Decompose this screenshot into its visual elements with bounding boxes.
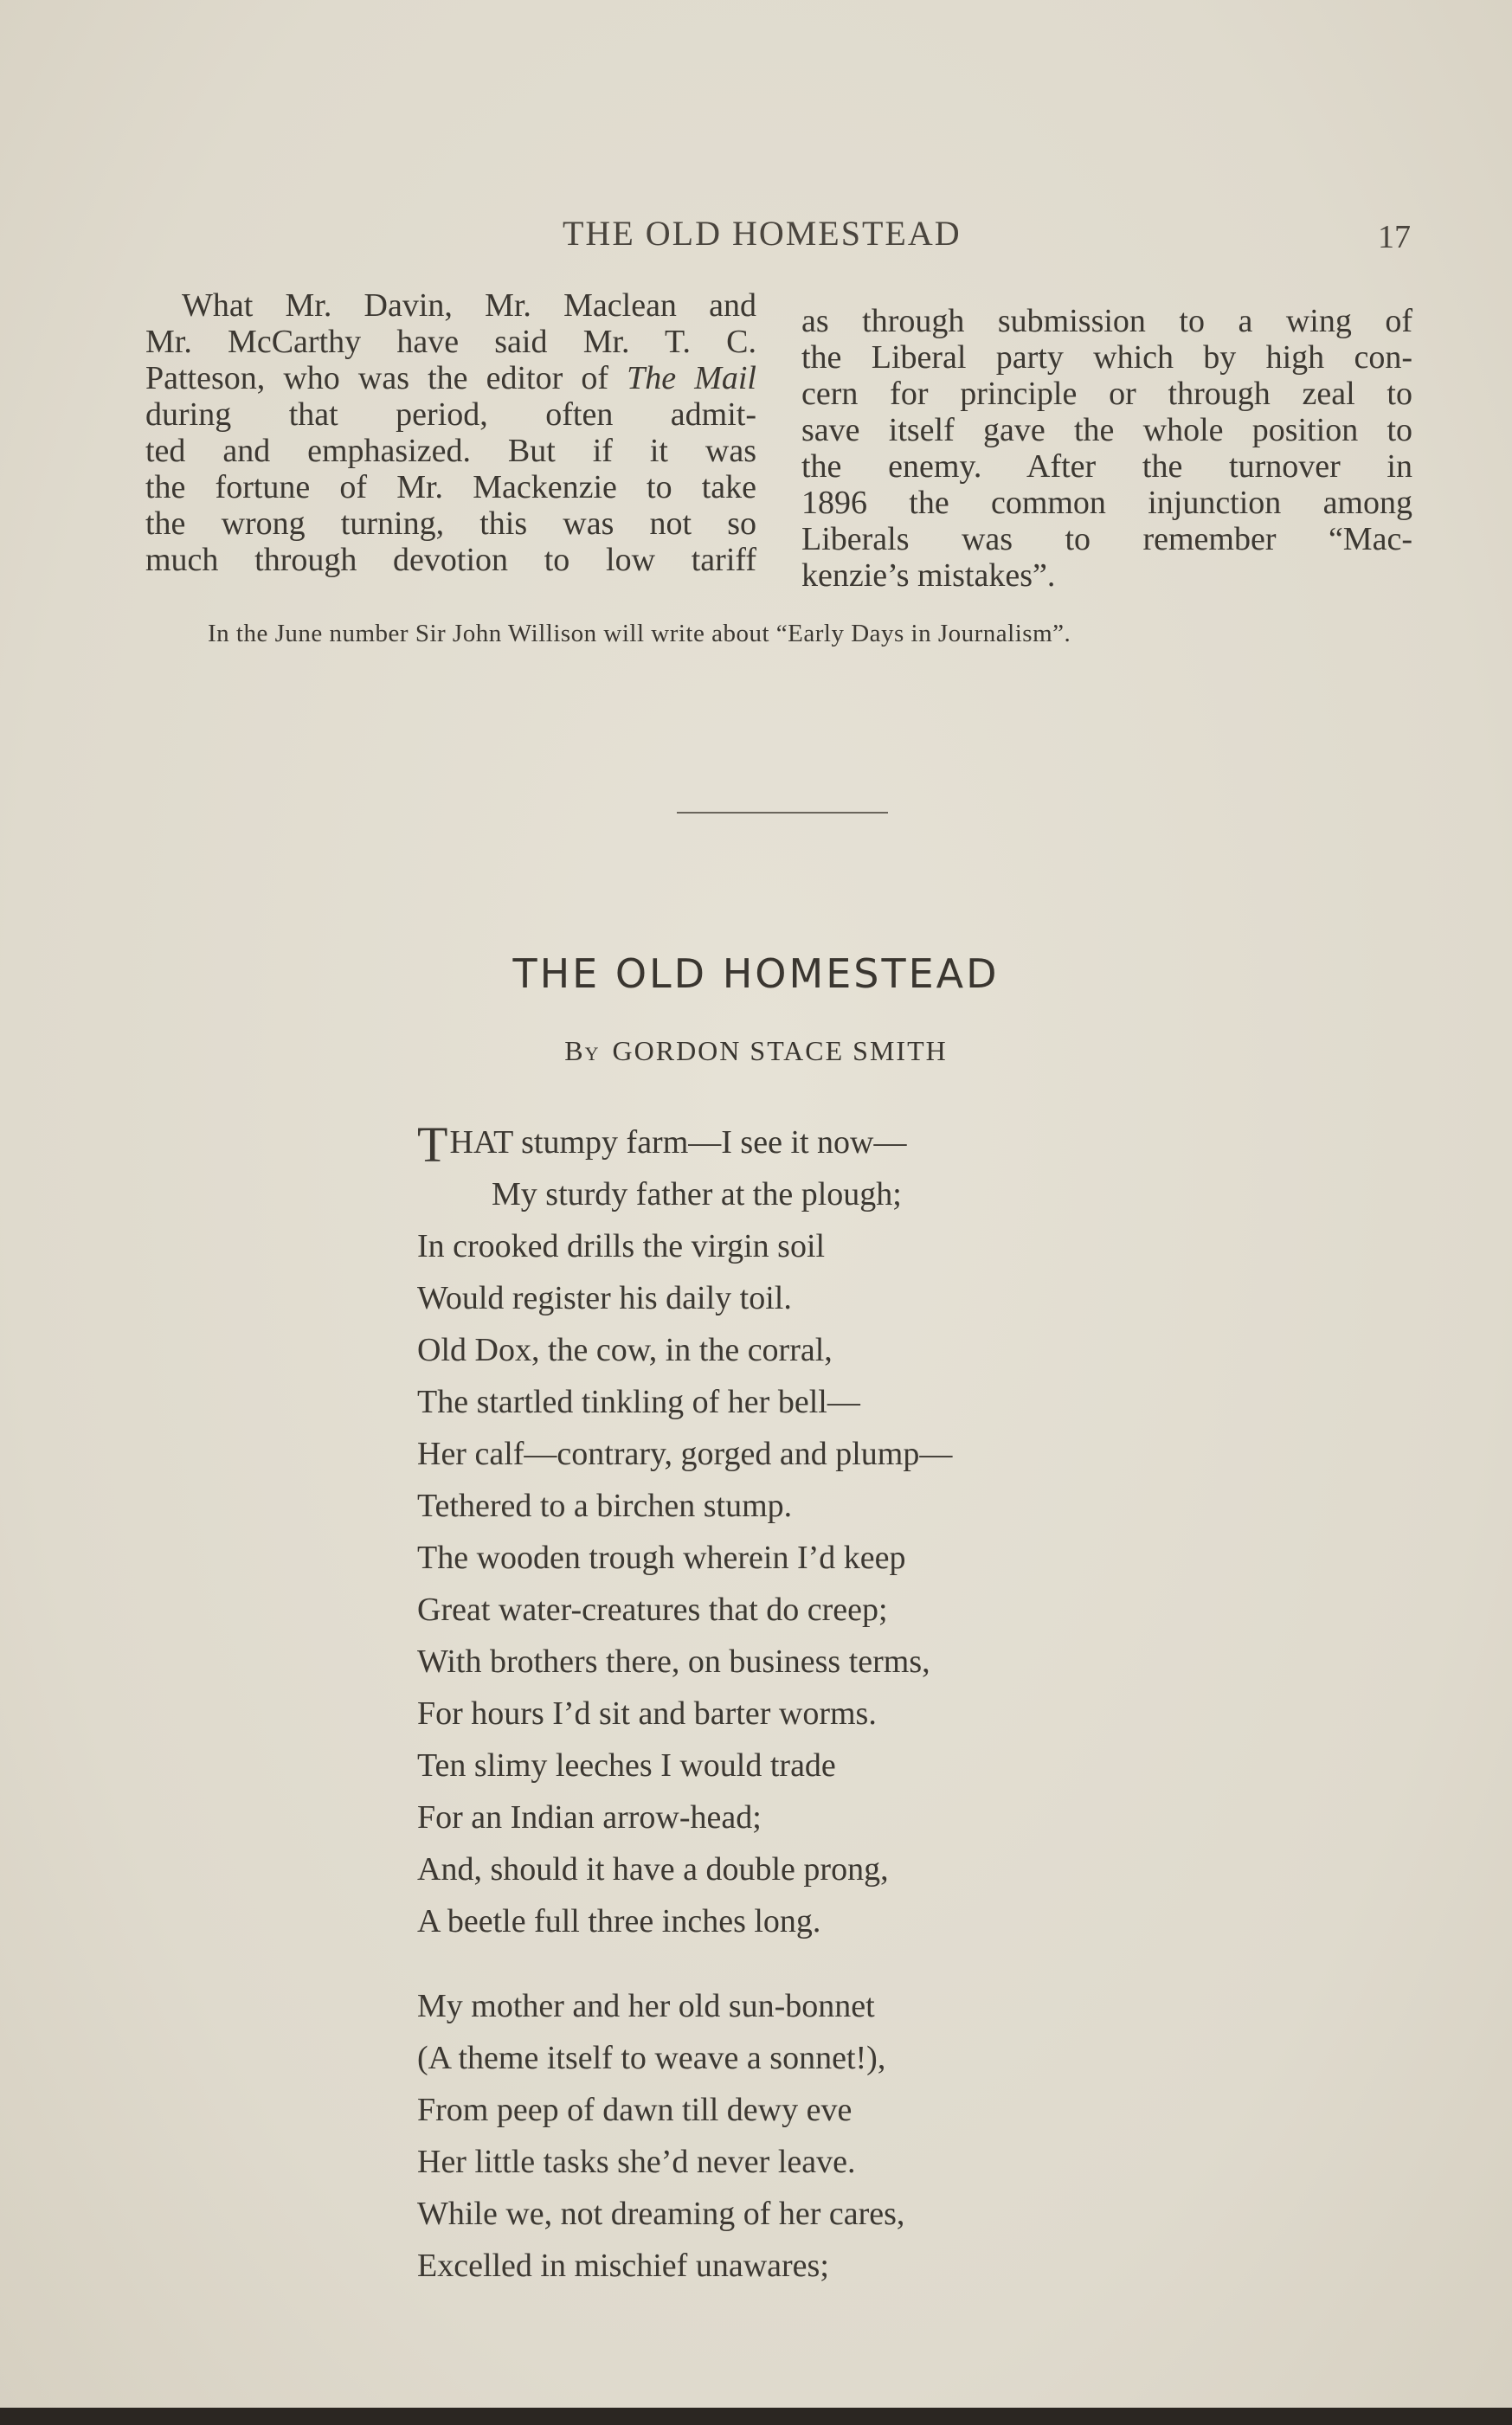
poem-line: The wooden trough wherein I’d keep xyxy=(417,1540,906,1576)
poem-line: My sturdy father at the plough; xyxy=(492,1176,902,1212)
column-line: kenzie’s mistakes”. xyxy=(801,557,1056,594)
poem-line: From peep of dawn till dewy eve xyxy=(417,2092,853,2128)
column-line: 1896 the common injunction among xyxy=(801,485,1412,521)
running-head xyxy=(0,213,1512,265)
stanza-break xyxy=(417,1947,1196,1980)
column-line: Liberals was to remember “Mac- xyxy=(801,521,1412,557)
poem-line: Would register his daily toil. xyxy=(417,1280,792,1316)
poem-line: Ten slimy leeches I would trade xyxy=(417,1747,836,1784)
publication-name: The Mail xyxy=(627,360,756,396)
poem-author: GORDON STACE SMITH xyxy=(612,1035,948,1066)
byline-prefix: By xyxy=(564,1035,601,1066)
column-line: during that period, often admit- xyxy=(145,396,756,433)
poem-line: While we, not dreaming of her cares, xyxy=(417,2196,905,2232)
poem-line: (A theme itself to weave a sonnet!), xyxy=(417,2040,886,2076)
column-line: Patteson, who was the editor of The Mail xyxy=(145,360,756,396)
column-line: much through devotion to low tariff xyxy=(145,542,756,578)
next-issue-note: In the June number Sir John Willison will write about “Early Days in Journalism”. xyxy=(208,620,1071,647)
column-line: as through submission to a wing of xyxy=(801,303,1412,339)
column-line: cern for principle or through zeal to xyxy=(801,376,1412,412)
poem-line: And, should it have a double prong, xyxy=(417,1851,889,1888)
poem-line: Her calf—contrary, gorged and plump— xyxy=(417,1436,953,1472)
poem-line: Old Dox, the cow, in the corral, xyxy=(417,1332,833,1368)
poem-line: With brothers there, on business terms, xyxy=(417,1643,930,1680)
article-end-columns xyxy=(145,287,1412,599)
poem-byline xyxy=(0,1035,1512,1067)
column-line: the enemy. After the turnover in xyxy=(801,448,1412,485)
column-line: What Mr. Davin, Mr. Maclean and xyxy=(182,287,756,324)
column-line: ted and emphasized. But if it was xyxy=(145,433,756,469)
column-line: the Liberal party which by high con- xyxy=(801,339,1412,376)
column-line: Mr. McCarthy have said Mr. T. C. xyxy=(145,324,756,360)
poem-line: The startled tinkling of her bell— xyxy=(417,1384,860,1420)
section-divider xyxy=(677,812,888,814)
poem-title: THE OLD HOMESTEAD xyxy=(512,950,1000,997)
right-column xyxy=(801,303,1412,594)
page-bottom-edge xyxy=(0,2408,1512,2425)
poem-line: Tethered to a birchen stump. xyxy=(417,1488,793,1524)
poem-body xyxy=(417,1116,1196,2292)
running-title: THE OLD HOMESTEAD xyxy=(563,214,962,253)
poem-line: Great water-creatures that do creep; xyxy=(417,1592,888,1628)
page-number: 17 xyxy=(1378,219,1411,255)
poem-line: Her little tasks she’d never leave. xyxy=(417,2144,856,2180)
poem-line: My mother and her old sun-bonnet xyxy=(417,1988,875,2024)
column-line: save itself gave the whole position to xyxy=(801,412,1412,448)
drop-cap: T xyxy=(417,1116,448,1173)
left-column xyxy=(145,287,756,578)
column-line: the wrong turning, this was not so xyxy=(145,505,756,542)
poem-line: In crooked drills the virgin soil xyxy=(417,1228,826,1264)
poem-line: Excelled in mischief unawares; xyxy=(417,2248,829,2284)
column-line: the fortune of Mr. Mackenzie to take xyxy=(145,469,756,505)
poem-line: A beetle full three inches long. xyxy=(417,1903,821,1939)
poem-line: For an Indian arrow-head; xyxy=(417,1799,762,1836)
poem-line: THAT stumpy farm—I see it now— xyxy=(417,1116,907,1173)
poem-line: For hours I’d sit and barter worms. xyxy=(417,1695,877,1732)
